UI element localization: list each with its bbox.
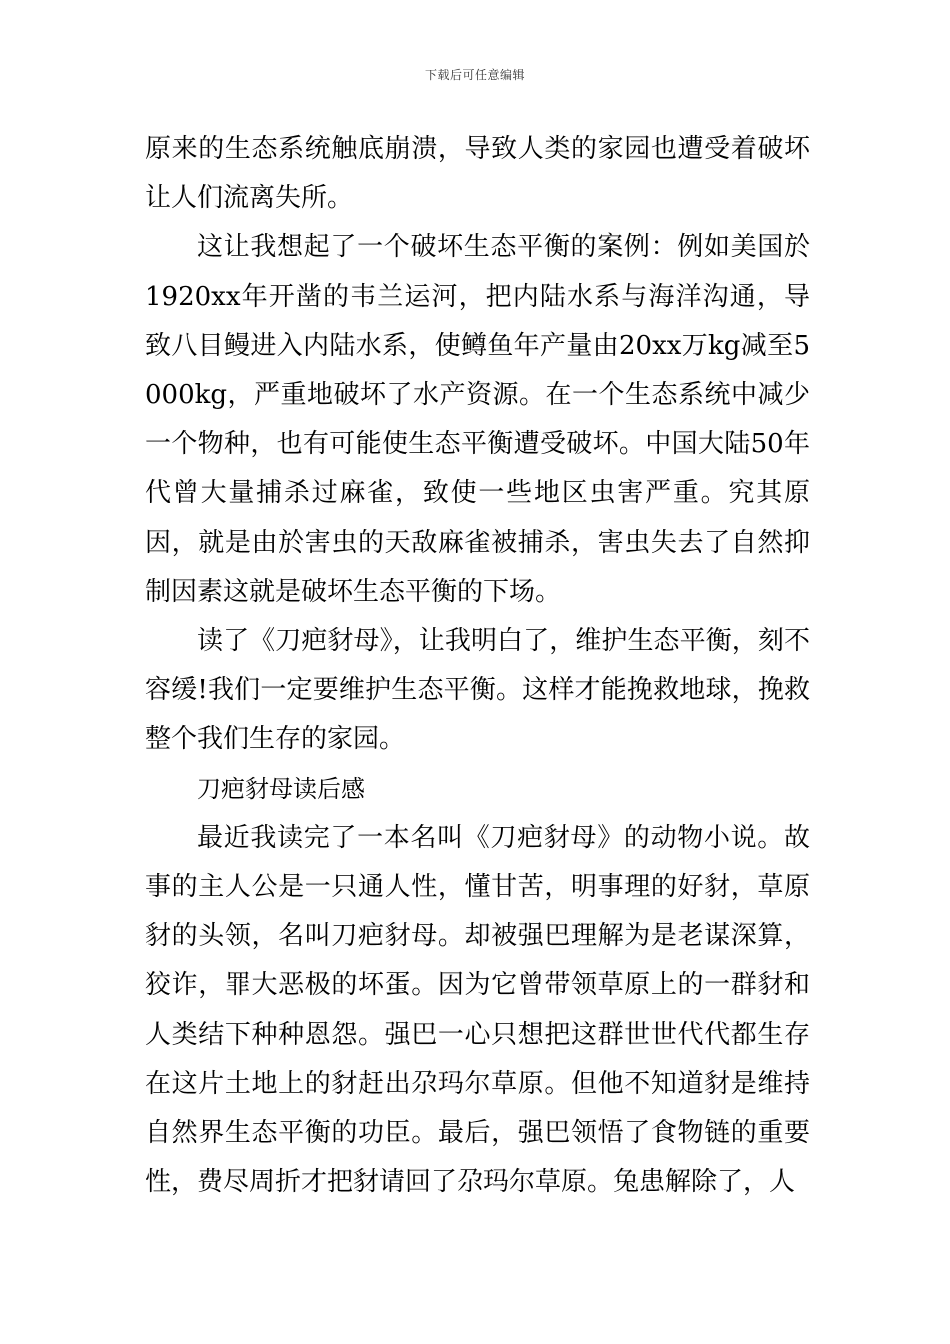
page-header: 下载后可任意编辑 — [424, 68, 525, 82]
document-body — [145, 125, 810, 1207]
paragraph-1: 原来的生态系统触底崩溃，导致人类的家园也遭受着破坏让人们流离失所。 — [145, 134, 810, 214]
paragraph-2: 这让我想起了一个破坏生态平衡的案例：例如美国於1920xx年开凿的韦兰运河，把内陆水系与海洋沟通，导致八目鳗进入内陆水系，使鳟鱼年产量由20xx万kg减至5000kg，严重地破坏了水产资源。在一个生态系统中减少一个物种，也有可能使生态平衡遭受破坏。中国大陆50年代曾大量捕杀过麻雀，致使一些地区虫害严重。究其原因，就是由於害虫的天敌麻雀被捕杀，害虫失去了自然抑制因素这就是破坏生态平衡的下场。 — [145, 232, 810, 607]
paragraph-3: 读了《刀疤豺母》，让我明白了，维护生态平衡，刻不容缓!我们一定要维护生态平衡。这样才能挽救地球，挽救整个我们生存的家园。 — [145, 626, 810, 755]
paragraph-4: 最近我读完了一本名叫《刀疤豺母》的动物小说。故事的主人公是一只通人性，懂甘苦，明事理的好豺，草原豺的头领，名叫刀疤豺母。却被强巴理解为是老谋深算，狡诈，罪大恶极的坏蛋。因为它曾带领草原上的一群豺和人类结下种种恩怨。强巴一心只想把这群世世代代都生存在这片土地上的豺赶出尕玛尔草原。但他不知道豺是维持自然界生态平衡的功臣。最后，强巴领悟了食物链的重要性，费尽周折才把豺请回了尕玛尔草原。兔患解除了，人 — [145, 822, 810, 1198]
section-heading: 刀疤豺母读后感 — [197, 774, 365, 803]
